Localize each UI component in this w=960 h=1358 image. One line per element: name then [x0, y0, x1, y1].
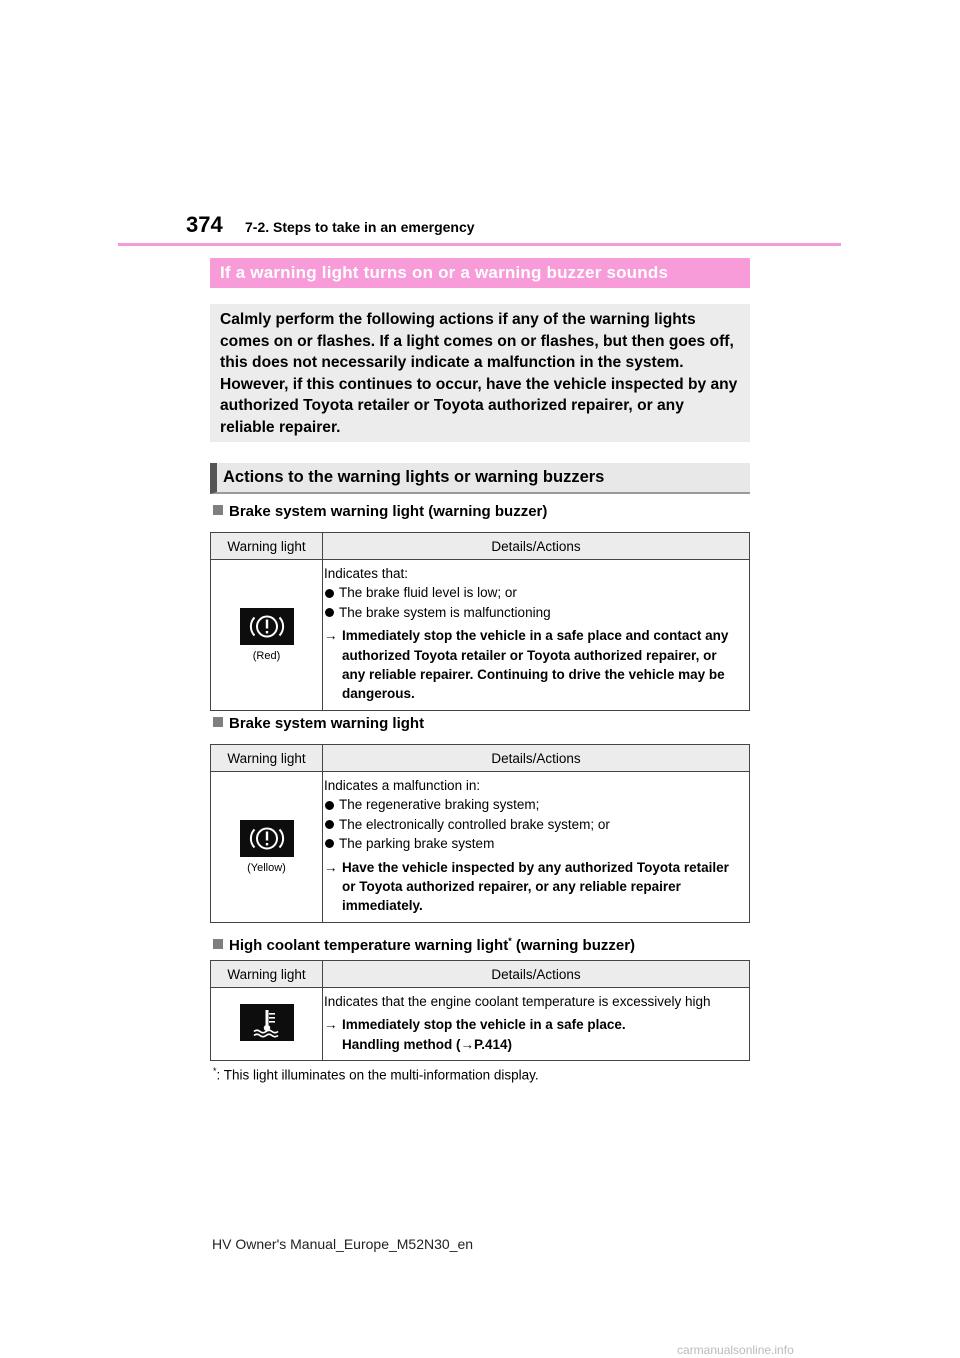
page-number: 374: [186, 212, 223, 237]
col-header-details: Details/Actions: [323, 533, 750, 560]
brake-exclamation-icon: [240, 608, 294, 645]
list-item: The brake system is malfunctioning: [324, 603, 743, 622]
col-header-warning-light: Warning light: [211, 961, 323, 988]
page-reference-link[interactable]: P.414): [474, 1036, 513, 1052]
section-heading: Actions to the warning lights or warning buzzers: [210, 463, 750, 494]
list-item: The brake fluid level is low; or: [324, 583, 743, 602]
details-intro: Indicates that:: [324, 566, 409, 581]
square-bullet-icon: [213, 939, 223, 949]
subheading-brake-buzzer: Brake system warning light (warning buzzer): [213, 503, 547, 521]
bullet-icon: [325, 801, 334, 810]
arrow-icon: →: [460, 1036, 474, 1052]
icon-caption: (Red): [252, 649, 281, 662]
action-text: → Have the vehicle inspected by any authorized Toyota retailer or Toyota authorized repairer, or any reliable repairer immediately.: [324, 858, 743, 916]
list-item: The parking brake system: [324, 834, 743, 853]
details-intro: Indicates a malfunction in:: [324, 778, 481, 793]
action-text: → Immediately stop the vehicle in a safe place and contact any authorized Toyota retailer or Toyota authorized repairer, or any reliable repairer. Continuing to drive the vehicle may be dangerous.: [324, 626, 743, 704]
bullet-icon: [325, 608, 334, 617]
chapter-title: 7-2. Steps to take in an emergency: [245, 219, 475, 235]
bullet-icon: [325, 839, 334, 848]
warning-table-brake-yellow: [210, 744, 750, 923]
icon-caption: (Yellow): [247, 861, 286, 874]
list-item: The electronically controlled brake system; or: [324, 815, 743, 834]
square-bullet-icon: [213, 505, 223, 515]
warning-table-brake-red: [210, 532, 750, 711]
subheading-coolant: High coolant temperature warning light* (warning buzzer): [213, 932, 635, 955]
footnote: *: This light illuminates on the multi-information display.: [213, 1066, 539, 1083]
col-header-details: Details/Actions: [323, 745, 750, 772]
brake-exclamation-icon: [240, 820, 294, 857]
arrow-icon: →: [324, 859, 338, 875]
warning-table-coolant: [210, 960, 750, 1061]
col-header-details: Details/Actions: [323, 961, 750, 988]
bullet-icon: [325, 589, 334, 598]
footer-text: HV Owner's Manual_Europe_M52N30_en: [212, 1236, 474, 1252]
watermark: carmanualsonline.info: [677, 1343, 794, 1357]
action-text: → Immediately stop the vehicle in a safe place. Handling method (→P.414): [324, 1015, 743, 1054]
details-intro: Indicates that the engine coolant temperature is excessively high: [324, 994, 711, 1009]
arrow-icon: →: [324, 1017, 338, 1033]
bullet-icon: [325, 820, 334, 829]
subheading-brake: Brake system warning light: [213, 715, 424, 733]
col-header-warning-light: Warning light: [211, 533, 323, 560]
banner-title: If a warning light turns on or a warning buzzer sounds: [210, 258, 750, 288]
header-divider: [118, 243, 841, 246]
list-item: The regenerative braking system;: [324, 795, 743, 814]
arrow-icon: →: [324, 628, 338, 644]
square-bullet-icon: [213, 717, 223, 727]
intro-text: Calmly perform the following actions if any of the warning lights comes on or flashes. If a light comes on or flashes, but then goes off, this does not necessarily indicate a malfunction in the system. However, if this continues to occur, have the vehicle inspected by any authorized Toyota retailer or Toyota authorized repairer, or any reliable repairer.: [210, 304, 750, 442]
coolant-temperature-icon: [240, 1004, 294, 1041]
col-header-warning-light: Warning light: [211, 745, 323, 772]
